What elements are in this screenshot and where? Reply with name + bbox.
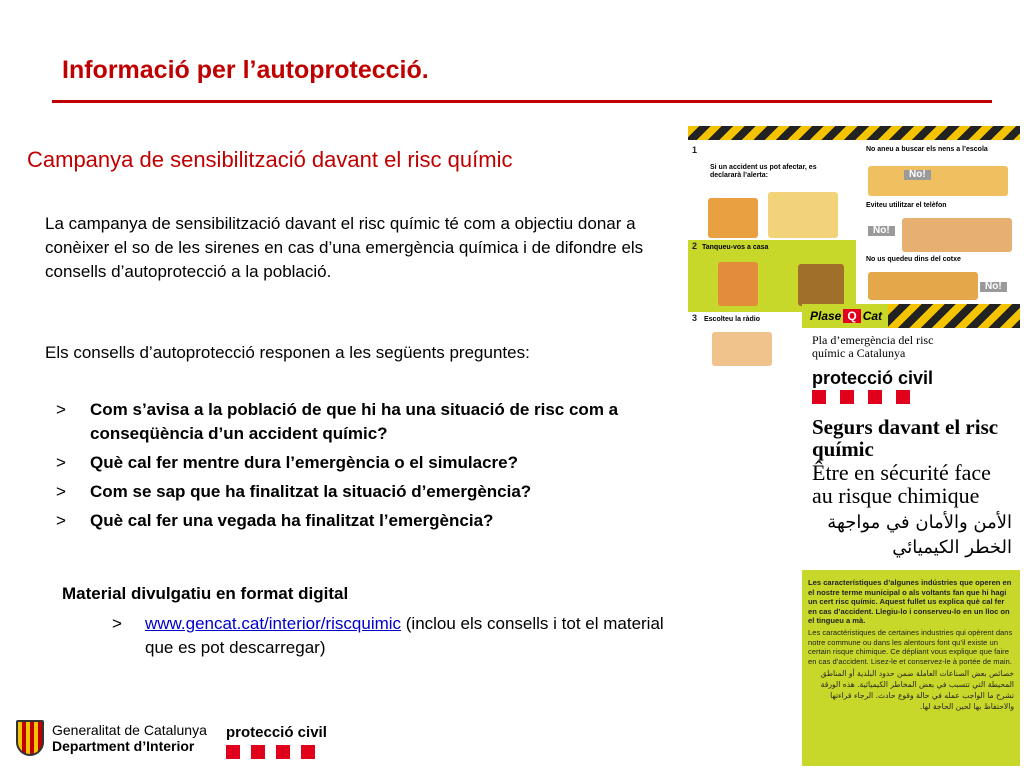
brochure-panel-3: 3 Escolteu la ràdio bbox=[688, 312, 858, 372]
questions-list bbox=[56, 398, 666, 538]
hazard-stripes bbox=[888, 304, 1020, 328]
title-rule bbox=[52, 100, 992, 103]
slide-subtitle: Campanya de sensibilització davant el risc químic bbox=[27, 147, 513, 172]
pc-blocks-icon bbox=[226, 745, 327, 759]
brochure-right-panel-3: No us quedeu dins del cotxe No! bbox=[862, 254, 1020, 304]
gencat-logo bbox=[16, 720, 207, 756]
back-text-ca: Les característiques d’algunes indústries que operen en el nostre terme municipal o als voltants fan que hi hagi un cert risc químic. Aquest fullet us explica què cal fer en cas d’accident. Llegiu-lo i conserveu-lo en un lloc on el tingueu a mà. bbox=[808, 578, 1012, 626]
cover-title-fr: Être en sécurité face au risque chimique bbox=[812, 460, 991, 508]
department-name: Department d’Interior bbox=[52, 738, 195, 754]
question-item: > Què cal fer mentre dura l’emergència o el simulacre? bbox=[56, 451, 666, 475]
question-item: > Com s’avisa a la població de que hi ha una situació de risc com a conseqüència d’un accident químic? bbox=[56, 400, 619, 443]
bullet-marker: > bbox=[56, 482, 66, 501]
brochure-panel-2: 2 Tanqueu-vos a casa bbox=[688, 240, 856, 312]
brochure-panel-1: 1 Si un accident us pot afectar, es declararà l’alerta: bbox=[688, 144, 858, 240]
cover-pc-blocks-icon bbox=[812, 390, 910, 404]
brochure-right-panel-2: Eviteu utilitzar el telèfon No! bbox=[862, 200, 1020, 254]
brochure-back bbox=[802, 570, 1020, 766]
back-text-ar: خصائص بعض الصناعات العاملة ضمن حدود البلدية أو المناطق المحيطة التي تتسبب في بعض المخاطر الكيميائية. هذه الورقة تشرح ما الواجب عمله في حالة وقوع حادث. الرجاء قراءتها والاحتفاظ بها لحين الحاجة لها. bbox=[820, 669, 1014, 712]
cover-title-ar: الأمن والأمان في مواجهة الخطر الكيميائي bbox=[827, 512, 1012, 558]
plaseqcat-banner: Plase Q Cat bbox=[802, 304, 1020, 328]
proteccio-civil-label: protecció civil bbox=[226, 724, 327, 741]
gencat-shield-icon bbox=[16, 720, 44, 756]
back-text-fr: Les caractéristiques de certaines industries qui opèrent dans notre commune ou dans les alentours font qu’il existe un certain risque chimique. Ce dépliant vous explique que faire en cas d’accident. Lisez-le et conservez-le à portée de main. bbox=[808, 627, 1013, 666]
questions-intro: Els consells d’autoprotecció responen a les següents preguntes: bbox=[45, 343, 530, 362]
riscquimic-link[interactable]: www.gencat.cat/interior/riscquimic bbox=[145, 614, 402, 633]
intro-paragraph: La campanya de sensibilització davant el risc químic té com a objectiu donar a conèixer el so de les sirenes en cas d’una emergència química i de difondre els consells d’autoprotecció a la població. bbox=[45, 214, 644, 281]
hazard-stripes bbox=[688, 126, 1020, 140]
question-item: > Com se sap que ha finalitzat la situació d’emergència? bbox=[56, 480, 666, 504]
bullet-marker: > bbox=[56, 400, 66, 419]
material-heading: Material divulgatiu en format digital bbox=[62, 584, 349, 603]
proteccio-civil-logo bbox=[226, 724, 327, 759]
bullet-marker: > bbox=[112, 614, 122, 633]
material-item bbox=[112, 612, 682, 660]
gencat-name: Generalitat de Catalunya bbox=[52, 722, 207, 738]
material-link-suffix: (inclou els consells i tot el material que es pot descarregar) bbox=[145, 614, 664, 657]
question-item: > Què cal fer una vegada ha finalitzat l’emergència? bbox=[56, 509, 666, 533]
bullet-marker: > bbox=[56, 453, 66, 472]
cover-pla: Pla d’emergència del risc químic a Catalunya bbox=[812, 333, 934, 360]
people-illustration bbox=[708, 198, 758, 238]
brochure-image bbox=[688, 126, 1020, 766]
brochure-cover bbox=[802, 328, 1020, 566]
car-illustration bbox=[868, 272, 978, 300]
slide-title: Informació per l’autoprotecció. bbox=[62, 56, 429, 84]
bullet-marker: > bbox=[56, 511, 66, 530]
radio-illustration bbox=[712, 332, 772, 366]
siren-illustration bbox=[768, 192, 838, 238]
cover-pc-label: protecció civil bbox=[812, 368, 934, 388]
brochure-right-panel-1: No aneu a buscar els nens a l’escola No! bbox=[862, 144, 1020, 200]
door-illustration bbox=[798, 264, 844, 306]
phone-illustration bbox=[902, 218, 1012, 252]
cover-title-ca: Segurs davant el risc químic bbox=[812, 415, 999, 461]
house-illustration bbox=[718, 262, 758, 306]
school-illustration bbox=[868, 166, 1008, 196]
